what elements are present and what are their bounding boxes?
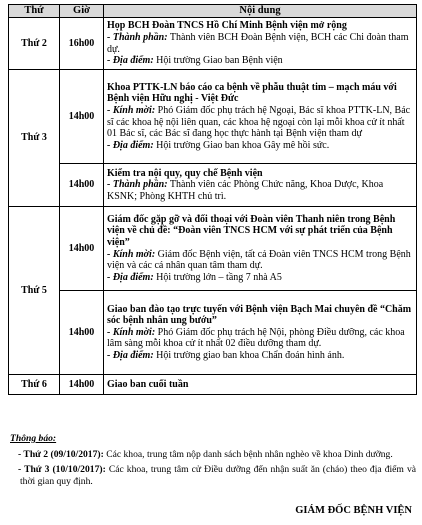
- line-label: - Kính mời:: [107, 104, 156, 116]
- table-row: [9, 207, 417, 291]
- content-cell: [104, 164, 417, 207]
- day-cell: Thứ 3: [9, 70, 60, 207]
- event-line: [107, 32, 413, 55]
- line-label: - Địa điểm:: [107, 271, 154, 283]
- announcement-text: Các khoa, trung tâm cử Điều dưỡng đến nhận suất ăn (cháo) theo địa điểm và thời gian quy định.: [20, 464, 416, 487]
- line-label: - Địa điểm:: [107, 139, 154, 151]
- event-line: [107, 249, 413, 272]
- line-text: Hội trường giao ban khoa Chẩn đoán hình ảnh.: [153, 349, 345, 361]
- content-cell: [104, 18, 417, 70]
- line-label: - Thành phần:: [107, 31, 168, 43]
- header-content: Nội dung: [104, 5, 417, 18]
- table-row: [9, 291, 417, 375]
- line-label: - Kính mời:: [107, 326, 156, 338]
- signature: GIÁM ĐỐC BỆNH VIỆN: [295, 505, 412, 516]
- header-time: Giờ: [60, 5, 104, 18]
- time-cell: 14h00: [60, 70, 104, 164]
- event-title: Khoa PTTK-LN báo cáo ca bệnh về phẫu thuật tim – mạch máu với Bệnh viện Hữu nghị - Việt Đức: [107, 81, 397, 105]
- table-row: [9, 70, 417, 164]
- line-label: - Địa điểm:: [107, 349, 154, 361]
- content-cell: [104, 375, 417, 395]
- event-line: [107, 140, 413, 152]
- line-text: Hội trường lớn – tầng 7 nhà A5: [153, 271, 282, 283]
- event-line: [107, 350, 413, 362]
- event-title: Giao ban cuối tuần: [107, 378, 189, 390]
- line-label: - Thành phần:: [107, 179, 168, 191]
- event-title: Kiểm tra nội quy, quy chế Bệnh viện: [107, 167, 263, 179]
- line-text: Phó Giám đốc phụ trách hệ Nội, phòng Điều dưỡng, các khoa lâm sàng mỗi khoa cử ít nhất 02 điều dưỡng tham dự.: [107, 326, 405, 350]
- content-cell: [104, 207, 417, 291]
- line-text: Thành viên BCH Đoàn Bệnh viện, BCH các Chi đoàn tham dự.: [107, 31, 409, 55]
- event-line: [107, 179, 413, 202]
- line-text: Hội trường Giao ban Bệnh viện: [153, 55, 283, 67]
- event-title: Giám đốc gặp gỡ và đối thoại với Đoàn viên Thanh niên trong Bệnh viện về chủ đề: “Đoàn viên TNCS HCM với sự phát triển của Bệnh viện”: [107, 213, 396, 248]
- time-cell: 14h00: [60, 375, 104, 395]
- header-day: Thứ: [9, 5, 60, 18]
- event-title: Họp BCH Đoàn TNCS Hồ Chí Minh Bệnh viện mở rộng: [107, 20, 347, 32]
- event-line: [107, 272, 413, 284]
- time-cell: 14h00: [60, 291, 104, 375]
- line-label: - Địa điểm:: [107, 55, 154, 67]
- announcement-text: Các khoa, trung tâm nộp danh sách bệnh nhân nghèo về khoa Dinh dưỡng.: [103, 448, 393, 460]
- table-row: [9, 164, 417, 207]
- event-line: [107, 55, 413, 67]
- content-cell: [104, 70, 417, 164]
- day-cell: Thứ 5: [9, 207, 60, 375]
- table-row: [9, 375, 417, 395]
- line-text: Hội trường Giao ban khoa Gây mê hồi sức.: [153, 139, 330, 151]
- event-line: [107, 105, 413, 140]
- announcements-title: Thông báo:: [10, 433, 57, 444]
- line-label: - Kính mời:: [107, 248, 156, 260]
- schedule-table: [8, 4, 417, 395]
- table-header-row: [9, 5, 417, 18]
- line-text: Giám đốc Bệnh viện, tất cả Đoàn viên TNCS HCM trong Bệnh viện và các cá nhân quan tâm tham dự.: [107, 248, 411, 272]
- announcement-date: - Thứ 2 (09/10/2017):: [18, 448, 104, 460]
- content-cell: [104, 291, 417, 375]
- time-cell: 16h00: [60, 18, 104, 70]
- table-row: [9, 18, 417, 70]
- announcement-date: - Thứ 3 (10/10/2017):: [18, 464, 106, 475]
- time-cell: 14h00: [60, 207, 104, 291]
- announcement-item: [10, 449, 416, 461]
- announcements: [10, 433, 416, 487]
- day-cell: Thứ 6: [9, 375, 60, 395]
- time-cell: 14h00: [60, 164, 104, 207]
- event-line: [107, 327, 413, 350]
- line-text: Thành viên các Phòng Chức năng, Khoa Dược, Khoa KSNK; Phòng KHTH chủ trì.: [107, 179, 384, 202]
- announcement-item: [10, 464, 416, 487]
- line-text: Phó Giám đốc phụ trách hệ Ngoại, Bác sĩ khoa PTTK-LN, Bác sĩ các khoa hệ nội liên quan, các khoa hệ ngoại còn lại mỗi khoa cử ít nhất 01 Bác sĩ, các Bác sĩ đang học thực hành tại Bệnh viện tham dự: [107, 104, 411, 140]
- day-cell: Thứ 2: [9, 18, 60, 70]
- event-title: Giao ban đào tạo trực tuyến với Bệnh viện Bạch Mai chuyên đề “Chăm sóc bệnh nhân ung bướu”: [107, 303, 412, 327]
